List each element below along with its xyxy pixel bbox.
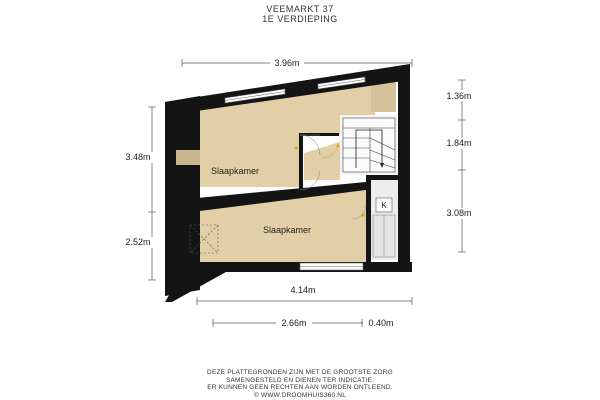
room-label-lower-bedroom: Slaapkamer [262, 225, 312, 235]
copyright-line: © WWW.DROOMHUIS360.NL [253, 391, 347, 399]
dim-label-right-middle: 1.84m [446, 138, 472, 148]
dim-label-bottom: 4.14m [290, 285, 316, 295]
dim-label-bottom-left: 2.66m [281, 318, 307, 328]
wall-storage-top [366, 175, 400, 180]
wall-right [398, 70, 410, 262]
floor-landing [304, 142, 340, 180]
storage-cabinet [373, 215, 395, 257]
dim-label-right-lower: 3.08m [446, 208, 472, 218]
disclaimer-line-1: DEZE PLATTEGRONDEN ZIJN MET DE GROOTSTE ZORG [207, 369, 393, 376]
staircase [343, 118, 395, 172]
room-label-upper-bedroom: Slaapkamer [210, 166, 260, 176]
wall-partition-vertical [299, 135, 303, 190]
wall-storage [366, 180, 371, 262]
dim-label-top: 3.96m [274, 58, 300, 68]
dim-label-left-lower: 2.52m [125, 237, 151, 247]
dim-label-left-upper: 3.48m [125, 152, 151, 162]
dim-label-bottom-right: 0.40m [368, 318, 394, 328]
address-title: VEEMARKT 37 [266, 4, 334, 14]
disclaimer-line-3: ER KUNNEN GEEN RECHTEN AAN WORDEN ONTLEEND. [207, 384, 393, 391]
dim-label-right-top: 1.36m [446, 91, 472, 101]
disclaimer-line-2: SAMENGESTELD EN DIENEN TER INDICATIE. [225, 376, 375, 384]
floor-title: 1E VERDIEPING [262, 14, 338, 24]
room-label-storage: K [381, 201, 387, 210]
